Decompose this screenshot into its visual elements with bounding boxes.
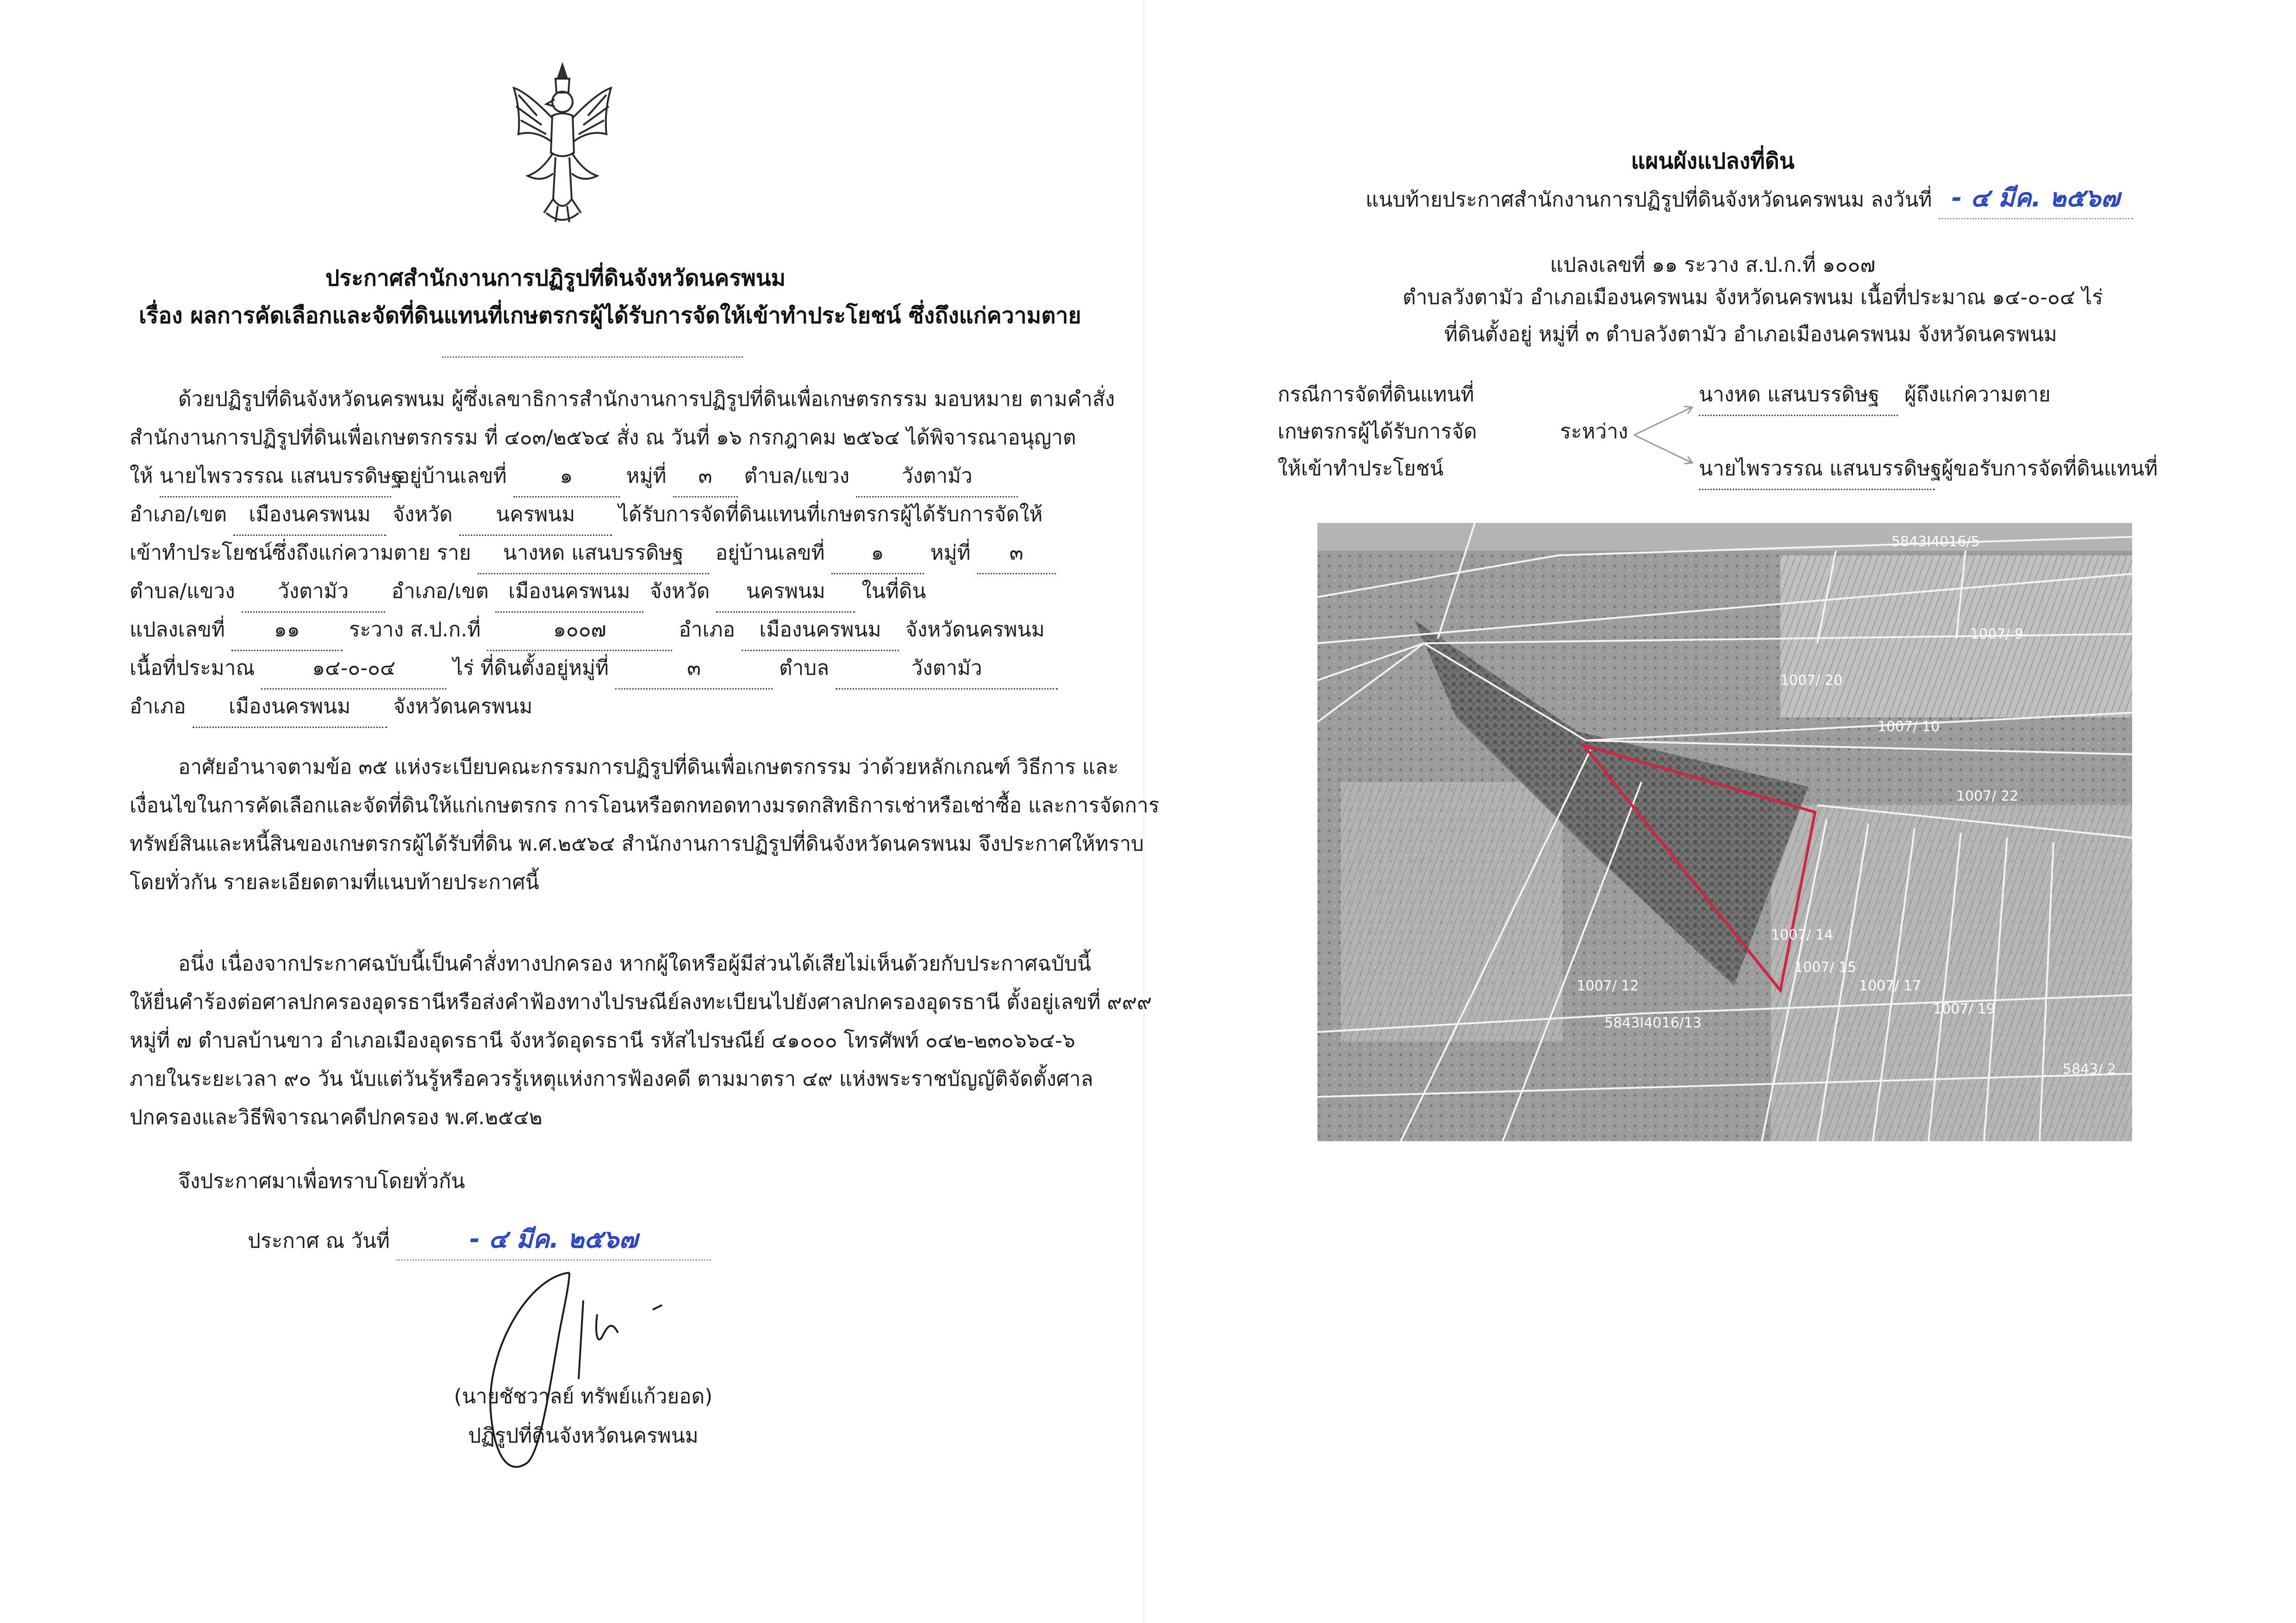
p2-line-4: โดยทั่วกัน รายละเอียดตามที่แนบท้ายประกาศนี้ — [130, 871, 539, 894]
p1-line-9 — [130, 687, 532, 728]
map-label: 1007/ 22 — [1956, 788, 2019, 804]
text: จังหวัดนครพนม — [905, 618, 1045, 641]
case-line-1: กรณีการจัดที่ดินแทนที่ — [1278, 383, 1474, 406]
p1-line-1: ด้วยปฏิรูปที่ดินจังหวัดนครพนม ผู้ซึ่งเลขาธิการสำนักงานการปฏิรูปที่ดินเพื่อเกษตรกรรม มอบหมาย ตามคำสั่ง — [178, 387, 1115, 411]
map-label: 1007/ 14 — [1771, 927, 1834, 943]
between-arrows — [1629, 393, 1699, 477]
p1-line-7 — [130, 610, 1045, 651]
field-rows-3 — [1341, 782, 1563, 1041]
text: ตำบล/แขวง — [744, 464, 850, 488]
attachment-line — [1366, 178, 2133, 220]
p2-line-3: ทรัพย์สินและหนี้สินของเกษตรกรผู้ได้รับที่ดิน พ.ศ.๒๕๖๔ สำนักงานการปฏิรูปที่ดินจังหวัดนครพนม จึงประกาศให้ทราบ — [130, 832, 1144, 856]
party-2-row — [1699, 449, 2158, 490]
p3-line-5: ปกครองและวิธีพิจารณาคดีปกครอง พ.ศ.๒๕๔๒ — [130, 1106, 543, 1129]
text: อำเภอ/เขต — [391, 579, 489, 603]
plot-moo: ๓ — [615, 648, 773, 690]
plot-amphoe-2: เมืองนครพนม — [193, 687, 387, 728]
p1-line-4 — [130, 495, 1042, 536]
text: ในที่ดิน — [861, 579, 926, 603]
garuda-emblem-icon — [509, 60, 616, 231]
deceased-province: นครพนม — [716, 572, 855, 613]
deceased-tambon: วังตามัว — [242, 572, 385, 613]
aerial-plot-map — [1317, 523, 2132, 1141]
attachment-text: แนบท้ายประกาศสำนักงานการปฏิรูปที่ดินจังหวัดนครพนม ลงวันที่ — [1366, 188, 1932, 211]
announce-date: - ๔ มีค. ๒๕๖๗ — [396, 1219, 711, 1261]
text: เนื้อที่ประมาณ — [130, 656, 255, 680]
case-line-3: ให้เข้าทำประโยชน์ — [1278, 457, 1444, 480]
map-label: 1007/ 19 — [1933, 1001, 1996, 1017]
grantee-moo: ๓ — [673, 456, 738, 497]
p1-line-8 — [130, 648, 1058, 690]
p2-line-1: อาศัยอำนาจตามข้อ ๓๕ แห่งระเบียบคณะกรรมการปฏิรูปที่ดินเพื่อเกษตรกรรม ว่าด้วยหลักเกณฑ์ วิธีการ และ — [178, 755, 1119, 779]
attachment-date: - ๔ มีค. ๒๕๖๗ — [1939, 178, 2133, 219]
between-label: ระหว่าง — [1560, 420, 1628, 443]
title-divider — [442, 356, 743, 358]
text: ตำบล/แขวง — [130, 579, 235, 603]
text: อยู่บ้านเลขที่ — [715, 541, 825, 565]
plot-line: แปลงเลขที่ ๑๑ ระวาง ส.ป.ก.ที่ ๑๐๐๗ — [1550, 253, 1876, 277]
p3-line-1: อนึ่ง เนื่องจากประกาศฉบับนี้เป็นคำสั่งทางปกครอง หากผู้ใดหรือผู้มีส่วนได้เสียไม่เห็นด้วยกับประกาศฉบับนี้ — [178, 952, 1092, 976]
plot-number: ๑๑ — [231, 610, 343, 651]
p2-line-2: เงื่อนไขในการคัดเลือกและจัดที่ดินให้แก่เกษตรกร การโอนหรือตกทอดทางมรดกสิทธิการเช่าหรือเช่าซื้อ และการจัดการ — [130, 794, 1160, 817]
text: จังหวัด — [649, 579, 710, 603]
grantee-amphoe: เมืองนครพนม — [233, 495, 386, 536]
map-canvas — [1317, 523, 2132, 1141]
text: ตำบล — [779, 656, 830, 680]
p1-line-3 — [130, 456, 1018, 497]
p1-line-6 — [130, 572, 926, 613]
grantee-tambon: วังตามัว — [856, 456, 1018, 497]
text: จังหวัดนครพนม — [393, 695, 533, 718]
text: อยู่บ้านเลขที่ — [397, 464, 507, 488]
text: เข้าทำประโยชน์ซึ่งถึงแก่ความตาย ราย — [130, 541, 471, 565]
photo-top-band — [1317, 523, 2132, 551]
text: อำเภอ — [130, 695, 186, 718]
map-label: 1007/ 20 — [1780, 672, 1843, 689]
deceased-house-no: ๑ — [831, 533, 924, 574]
map-label: 5843I4016/5 — [1891, 534, 1980, 550]
party-1-row — [1699, 375, 2051, 416]
grantee-name: นายไพรวรรณ แสนบรรดิษฐ — [160, 456, 391, 497]
closing-line: จึงประกาศมาเพื่อทราบโดยทั่วกัน — [178, 1169, 465, 1193]
text: ให้ — [130, 464, 153, 488]
map-label: 1007/ 9 — [1970, 626, 2024, 642]
text: อำเภอ/เขต — [130, 503, 227, 526]
announce-date-row — [248, 1219, 711, 1261]
text: ที่ดินตั้งอยู่หมู่ที่ — [480, 656, 609, 680]
p3-line-4: ภายในระยะเวลา ๙๐ วัน นับแต่วันรู้หรือควรรู้เหตุแห่งการฟ้องคดี ตามมาตรา ๔๙ แห่งพระราชบัญญัติจัดตั้งศาล — [130, 1067, 1093, 1091]
p1-line-2: สำนักงานการปฏิรูปที่ดินเพื่อเกษตรกรรม ที่ ๔๐๓/๒๕๖๔ สั่ง ณ วันที่ ๑๖ กรกฎาคม ๒๕๖๔ ได้พิจารณาอนุญาต — [130, 426, 1076, 449]
party-2-name: นายไพรวรรณ แสนบรรดิษฐ — [1699, 449, 1935, 490]
text: หมู่ที่ — [930, 541, 971, 565]
text: อำเภอ — [679, 618, 735, 641]
text: ระวาง ส.ป.ก.ที่ — [349, 618, 481, 641]
text: ไร่ — [453, 656, 474, 680]
p3-line-2: ให้ยื่นคำร้องต่อศาลปกครองอุดรธานีหรือส่งคำฟ้องทางไปรษณีย์ลงทะเบียนไปยังศาลปกครองอุดรธานี ตั้งอยู่เลขที่ ๙๙๙ — [130, 990, 1152, 1014]
map-label: 1007/ 15 — [1794, 959, 1857, 976]
map-label: 1007/ 17 — [1859, 978, 1922, 994]
deceased-name: นางหด แสนบรรดิษฐ — [478, 533, 709, 574]
signer-name: (นายชัชวาลย์ ทรัพย์แก้วยอด) — [454, 1385, 713, 1408]
plot-amphoe: เมืองนครพนม — [742, 610, 899, 651]
case-line-2: เกษตรกรผู้ได้รับการจัด — [1278, 420, 1477, 443]
map-label: 1007/ 12 — [1577, 978, 1639, 994]
party-1-role: ผู้ถึงแก่ความตาย — [1904, 383, 2051, 406]
p1-line-5 — [130, 533, 1056, 574]
map-label: 5843I4016/13 — [1604, 1015, 1702, 1031]
location-line: ตำบลวังตามัว อำเภอเมืองนครพนม จังหวัดนครพนม เนื้อที่ประมาณ ๑๔-๐-๐๔ ไร่ — [1403, 286, 2103, 309]
alro-sheet: ๑๐๐๗ — [487, 610, 672, 651]
text: หมู่ที่ — [626, 464, 667, 488]
announcement-subject: เรื่อง ผลการคัดเลือกและจัดที่ดินแทนที่เกษตรกรผู้ได้รับการจัดให้เข้าทำประโยชน์ ซึ่งถึงแก่ความตาย — [139, 303, 1081, 329]
plot-map-title: แผนผังแปลงที่ดิน — [1631, 148, 1795, 174]
p3-line-3: หมู่ที่ ๗ ตำบลบ้านขาว อำเภอเมืองอุดรธานี จังหวัดอุดรธานี รหัสไปรษณีย์ ๔๑๐๐๐ โทรศัพท์ ๐๔๒-๒๓๐๖๖๔-๖ — [130, 1029, 1075, 1052]
map-label: 1007/ 10 — [1878, 719, 1940, 735]
situated-line: ที่ดินตั้งอยู่ หมู่ที่ ๓ ตำบลวังตามัว อำเภอเมืองนครพนม จังหวัดนครพนม — [1444, 323, 2057, 346]
grantee-province: นครพนม — [459, 495, 612, 536]
text: ได้รับการจัดที่ดินแทนที่เกษตรกรผู้ได้รับการจัดให้ — [618, 503, 1043, 526]
map-label: 5843/ 2 — [2063, 1061, 2116, 1077]
signer-title: ปฏิรูปที่ดินจังหวัดนครพนม — [468, 1424, 699, 1448]
text: แปลงเลขที่ — [130, 618, 225, 641]
announce-label: ประกาศ ณ วันที่ — [248, 1229, 390, 1253]
party-1-name: นางหด แสนบรรดิษฐ — [1699, 375, 1898, 416]
announcement-title: ประกาศสำนักงานการปฏิรูปที่ดินจังหวัดนครพนม — [325, 265, 786, 291]
plot-area: ๑๔-๐-๐๔ — [261, 648, 446, 690]
text: จังหวัด — [393, 503, 453, 526]
deceased-amphoe: เมืองนครพนม — [495, 572, 643, 613]
deceased-moo: ๓ — [977, 533, 1056, 574]
plot-tambon: วังตามัว — [836, 648, 1058, 690]
party-2-role: ผู้ขอรับการจัดที่ดินแทนที่ — [1941, 457, 2158, 480]
grantee-house-no: ๑ — [513, 456, 620, 497]
